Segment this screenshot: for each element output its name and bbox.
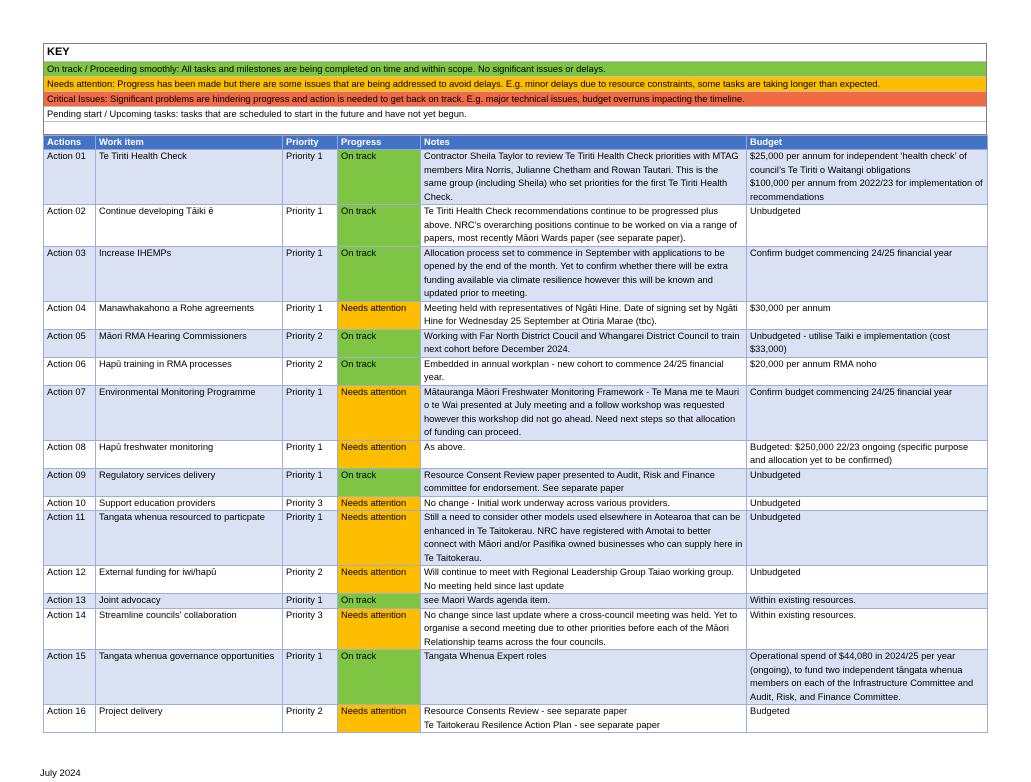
cell-work-item: Hapū training in RMA processes <box>96 357 283 385</box>
cell-work-item: Māori RMA Hearing Commissioners <box>96 329 283 357</box>
cell-priority: Priority 3 <box>283 496 338 511</box>
header-priority: Priority <box>283 136 338 150</box>
table-row <box>44 594 988 609</box>
cell-action: Action 06 <box>44 357 96 385</box>
cell-progress: On track <box>338 357 421 385</box>
cell-notes: Allocation process set to commence in September with applications to be opened by the end of the month. Yet to confirm whether there will be extra funding available via climate resilience however this will be known and updated prior to meeting. <box>421 246 747 301</box>
cell-priority: Priority 1 <box>283 594 338 609</box>
cell-priority: Priority 1 <box>283 150 338 205</box>
key-on-track: On track / Proceeding smoothly: All tasks and milestones are being completed on time and within scope. No significant issues or delays. <box>44 61 986 76</box>
table-row <box>44 511 988 566</box>
cell-notes: Still a need to consider other models used elsewhere in Aotearoa that can be enhanced in Te Taitokerau. NRC have registered with Amotai to better connect with Māori and/or Pasifika owned businesses who can supply here in Te Taitokerau. <box>421 511 747 566</box>
table-row <box>44 608 988 650</box>
header-notes: Notes <box>421 136 747 150</box>
cell-budget: Budgeted: $250,000 22/23 ongoing (specific purpose and allocation yet to be confirmed) <box>747 440 988 468</box>
cell-progress: Needs attention <box>338 496 421 511</box>
cell-notes: Meeting held with representatives of Ngāti Hine. Date of signing set by Ngāti Hine for Wednesday 25 September at Otiria Marae (tbc). <box>421 301 747 329</box>
table-row <box>44 205 988 247</box>
cell-priority: Priority 2 <box>283 705 338 733</box>
table-row <box>44 385 988 440</box>
cell-progress: On track <box>338 650 421 705</box>
cell-budget: $30,000 per annum <box>747 301 988 329</box>
cell-notes: Will continue to meet with Regional Leadership Group Taiao working group. No meeting held since last update <box>421 566 747 594</box>
cell-progress: On track <box>338 150 421 205</box>
cell-priority: Priority 1 <box>283 468 338 496</box>
cell-work-item: Hapū freshwater monitoring <box>96 440 283 468</box>
cell-work-item: Joint advocacy <box>96 594 283 609</box>
table-row <box>44 650 988 705</box>
cell-budget: $20,000 per annum RMA noho <box>747 357 988 385</box>
cell-budget: Unbudgeted <box>747 511 988 566</box>
cell-priority: Priority 2 <box>283 329 338 357</box>
table-row <box>44 566 988 594</box>
cell-action: Action 12 <box>44 566 96 594</box>
key-title: KEY <box>47 46 70 58</box>
footer-date: July 2024 <box>40 768 81 779</box>
cell-action: Action 08 <box>44 440 96 468</box>
cell-budget: Budgeted <box>747 705 988 733</box>
cell-priority: Priority 1 <box>283 385 338 440</box>
cell-action: Action 01 <box>44 150 96 205</box>
table-row <box>44 301 988 329</box>
cell-progress: Needs attention <box>338 440 421 468</box>
cell-action: Action 09 <box>44 468 96 496</box>
cell-progress: Needs attention <box>338 385 421 440</box>
cell-action: Action 10 <box>44 496 96 511</box>
cell-budget: Within existing resources. <box>747 594 988 609</box>
cell-budget: Unbudgeted <box>747 496 988 511</box>
cell-notes: Tangata Whenua Expert roles <box>421 650 747 705</box>
cell-progress: Needs attention <box>338 301 421 329</box>
table-row <box>44 246 988 301</box>
cell-work-item: Tangata whenua resourced to particpate <box>96 511 283 566</box>
cell-priority: Priority 2 <box>283 357 338 385</box>
table-row <box>44 468 988 496</box>
cell-progress: Needs attention <box>338 566 421 594</box>
cell-action: Action 11 <box>44 511 96 566</box>
cell-progress: On track <box>338 246 421 301</box>
cell-progress: On track <box>338 205 421 247</box>
cell-notes: Te Tiriti Health Check recommendations continue to be progressed plus above. NRC’s overarching positions continue to be worked on via a range of papers, most recently Māori Wards paper (see separate paper). <box>421 205 747 247</box>
cell-priority: Priority 1 <box>283 205 338 247</box>
cell-work-item: Te Tiriti Health Check <box>96 150 283 205</box>
cell-action: Action 05 <box>44 329 96 357</box>
cell-work-item: Increase IHEMPs <box>96 246 283 301</box>
key-critical: Critical Issues: Significant problems are hindering progress and action is needed to get back on track. E.g. major technical issues, budget overruns impacting the timeline. <box>44 91 986 106</box>
cell-action: Action 14 <box>44 608 96 650</box>
cell-priority: Priority 2 <box>283 566 338 594</box>
cell-budget: Unbudgeted <box>747 468 988 496</box>
header-progress: Progress <box>338 136 421 150</box>
cell-action: Action 15 <box>44 650 96 705</box>
key-pending: Pending start / Upcoming tasks: tasks that are scheduled to start in the future and have not yet begun. <box>44 106 986 121</box>
cell-priority: Priority 1 <box>283 246 338 301</box>
cell-progress: On track <box>338 468 421 496</box>
cell-progress: On track <box>338 329 421 357</box>
cell-work-item: Environmental Monitoring Programme <box>96 385 283 440</box>
cell-progress: On track <box>338 594 421 609</box>
cell-action: Action 07 <box>44 385 96 440</box>
cell-priority: Priority 3 <box>283 608 338 650</box>
cell-priority: Priority 1 <box>283 301 338 329</box>
cell-notes: Contractor Sheila Taylor to review Te Tiriti Health Check priorities with MTAG members Mira Norris, Julianne Chetham and Rowan Tautari. This is the same group (including Sheila) who set priorities for the first Te Tiriti Health Check. <box>421 150 747 205</box>
cell-work-item: Project delivery <box>96 705 283 733</box>
cell-work-item: Streamline councils' collaboration <box>96 608 283 650</box>
table-row <box>44 440 988 468</box>
cell-priority: Priority 1 <box>283 440 338 468</box>
cell-budget: Within existing resources. <box>747 608 988 650</box>
cell-budget: Operational spend of $44,080 in 2024/25 per year (ongoing), to fund two independent tāngata whenua members on each of the Infrastructure Committee and Audit, Risk, and Finance Committee. <box>747 650 988 705</box>
cell-work-item: Tangata whenua governance opportunities <box>96 650 283 705</box>
cell-action: Action 13 <box>44 594 96 609</box>
cell-notes: As above. <box>421 440 747 468</box>
cell-budget: $25,000 per annum for independent ‘health check’ of council’s Te Tiriti o Waitangi obligations $100,000 per annum from 2022/23 for implementation of recommendations <box>747 150 988 205</box>
table-row <box>44 150 988 205</box>
table-row <box>44 705 988 733</box>
cell-notes: No change - Initial work underway across various providers. <box>421 496 747 511</box>
cell-action: Action 16 <box>44 705 96 733</box>
key-legend <box>43 43 987 135</box>
cell-work-item: External funding for iwi/hapū <box>96 566 283 594</box>
cell-action: Action 04 <box>44 301 96 329</box>
cell-progress: Needs attention <box>338 608 421 650</box>
table-row <box>44 329 988 357</box>
table-row <box>44 496 988 511</box>
cell-budget: Confirm budget commencing 24/25 financial year <box>747 385 988 440</box>
cell-notes: Embedded in annual workplan - new cohort to commence 24/25 financial year. <box>421 357 747 385</box>
cell-action: Action 02 <box>44 205 96 247</box>
table-header-row <box>44 136 988 150</box>
cell-budget: Unbudgeted - utilise Taiki e implementation (cost $33,000) <box>747 329 988 357</box>
cell-budget: Unbudgeted <box>747 205 988 247</box>
cell-priority: Priority 1 <box>283 511 338 566</box>
cell-notes: No change since last update where a cross-council meeting was held. Yet to organise a second meeting due to other priorities before each of the Māori Relationship teams across the four councils. <box>421 608 747 650</box>
header-work-item: Work item <box>96 136 283 150</box>
cell-progress: Needs attention <box>338 705 421 733</box>
header-budget: Budget <box>747 136 988 150</box>
key-needs-attention: Needs attention: Progress has been made but there are some issues that are being addressed to avoid delays. E.g. minor delays due to resource constraints, some tasks are taking longer than expected. <box>44 76 986 91</box>
cell-work-item: Regulatory services delivery <box>96 468 283 496</box>
cell-progress: Needs attention <box>338 511 421 566</box>
cell-notes: see Maori Wards agenda item. <box>421 594 747 609</box>
actions-table <box>43 135 988 733</box>
cell-work-item: Continue developing Tāiki ē <box>96 205 283 247</box>
cell-work-item: Support education providers <box>96 496 283 511</box>
cell-work-item: Manawhakahono a Rohe agreements <box>96 301 283 329</box>
header-actions: Actions <box>44 136 96 150</box>
cell-priority: Priority 1 <box>283 650 338 705</box>
status-report-sheet <box>43 43 987 733</box>
cell-notes: Working with Far North District Coucil and Whangarei District Council to train next cohort before December 2024. <box>421 329 747 357</box>
cell-budget: Confirm budget commencing 24/25 financial year <box>747 246 988 301</box>
cell-notes: Mātauranga Māori Freshwater Monitoring Framework - Te Mana me te Mauri o te Wai presented at July meeting and a follow workshop was requested however this workshop did not go ahead. Need next steps so that allocation of funding can proceed. <box>421 385 747 440</box>
key-spacer <box>44 121 986 134</box>
cell-notes: Resource Consent Review paper presented to Audit, Risk and Finance committee for endorsement. See separate paper <box>421 468 747 496</box>
table-row <box>44 357 988 385</box>
cell-action: Action 03 <box>44 246 96 301</box>
cell-budget: Unbudgeted <box>747 566 988 594</box>
cell-notes: Resource Consents Review - see separate paper Te Taitokerau Resilence Action Plan - see separate paper <box>421 705 747 733</box>
